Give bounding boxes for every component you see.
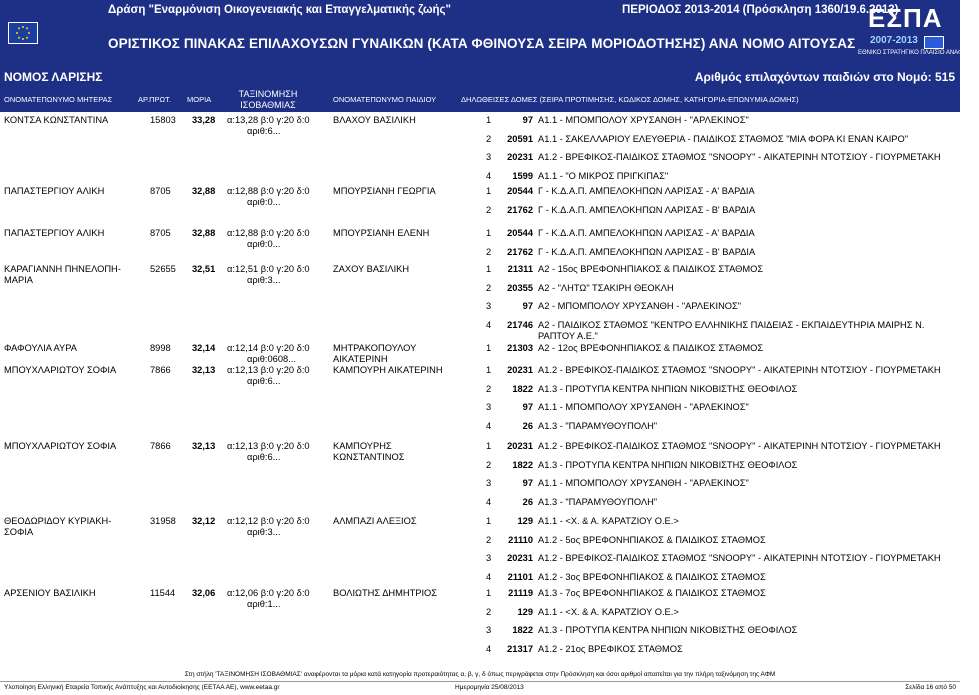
structure-code: 20544 [507,228,533,238]
structure-description: Α1.1 - ΜΠΟΜΠΟΛΟΥ ΧΡΥΣΑΝΘΗ - "ΑΡΛΕΚΙΝΟΣ" [538,478,749,488]
ranking-detail: αριθ:3... [247,275,281,285]
structure-code: 20231 [507,553,533,563]
child-name: ΜΠΟΥΡΣΙΑΝΗ ΕΛΕΝΗ [333,228,430,238]
structure-description: Α2 - 12ος ΒΡΕΦΟΝΗΠΙΑΚΟΣ & ΠΑΙΔΙΚΟΣ ΣΤΑΘΜΟΣ [538,343,764,353]
structure-description: Γ - Κ.Δ.Α.Π. ΑΜΠΕΛΟΚΗΠΩΝ ΛΑΡΙΣΑΣ - Α' ΒΑΡΔΙΑ [538,186,755,196]
preference-order: 1 [486,516,492,526]
structure-code: 21110 [508,534,533,545]
points-value: 32,14 [192,343,216,353]
points-value: 32,51 [192,264,216,274]
mother-name: ΚΑΡΑΓΙΑΝΝΗ ΠΗΝΕΛΟΠΗ- [4,264,121,274]
preference-order: 3 [486,402,492,412]
ranking-detail: α:12,12 β:0 γ:20 δ:0 [227,516,310,526]
preference-order: 2 [486,606,492,617]
structure-description: Α2 - ΠΑΙΔΙΚΟΣ ΣΤΑΘΜΟΣ "ΚΕΝΤΡΟ ΕΛΛΗΝΙΚΗΣ ΠΑΙΔΕΙΑΣ - ΕΚΠΑΙΔΕΥΤΗΡΙΑ ΜΑΙΡΗΣ Ν. ΡΑΠΤΟΥ Α.Ε." [538,319,925,341]
preference-order: 4 [486,571,492,582]
structure-code: 21762 [507,204,533,215]
mother-name: ΜΠΟΥΧΛΑΡΙΩΤΟΥ ΣΟΦΙΑ [4,441,117,451]
structure-description: Α2 - 15ος ΒΡΕΦΟΝΗΠΙΑΚΟΣ & ΠΑΙΔΙΚΟΣ ΣΤΑΘΜΟΣ [538,264,764,274]
protocol-number: 8705 [150,186,171,196]
ranking-detail: αριθ:6... [247,452,281,462]
preference-order: 2 [486,246,492,257]
structure-description: Α1.2 - ΒΡΕΦΙΚΟΣ-ΠΑΙΔΙΚΟΣ ΣΤΑΘΜΟΣ "SNOOPY" - ΑΙΚΑΤΕΡΙΝΗ ΝΤΟΤΣΙΟΥ - ΓΙΟΥΡΜΕΤΑΚΗ [538,441,941,451]
structure-code: 1822 [512,459,533,470]
structure-code: 20231 [507,441,533,451]
preference-order: 3 [486,152,492,162]
structure-description: Α1.3 - ΠΡΟΤΥΠΑ ΚΕΝΤΡΑ ΝΗΠΙΩΝ ΝΙΚΟΒΙΣΤΗΣ ΘΕΟΦΙΛΟΣ [538,383,798,394]
points-value: 32,12 [192,516,216,526]
child-name: ΚΑΜΠΟΥΡΗΣ [333,441,392,451]
preference-order: 4 [486,496,492,507]
ranking-detail: αριθ:0... [247,239,281,249]
ranking-detail: α:12,14 β:0 γ:20 δ:0 [227,343,310,353]
structure-code: 20355 [507,282,533,293]
structure-code: 129 [517,516,533,526]
eu-flag-icon [8,22,38,44]
espa-logo: ΕΣΠΑ 2007-2013 ΕΘΝΙΚΟ ΣΤΡΑΤΗΓΙΚΟ ΠΛΑΙΣΙΟ ΑΝΑΦΟΡΑΣ [858,3,979,56]
structure-code: 21317 [507,643,533,654]
child-name: ΖΑΧΟΥ ΒΑΣΙΛΙΚΗ [333,264,410,274]
structure-description: Α1.1 - ΣΑΚΕΛΛΑΡΙΟΥ ΕΛΕΥΘΕΡΙΑ - ΠΑΙΔΙΚΟΣ ΣΤΑΘΜΟΣ "ΜΙΑ ΦΟΡΑ ΚΙ ΕΝΑΝ ΚΑΙΡΟ" [538,133,909,144]
structure-description: Α1.2 - ΒΡΕΦΙΚΟΣ-ΠΑΙΔΙΚΟΣ ΣΤΑΘΜΟΣ "SNOOPY" - ΑΙΚΑΤΕΡΙΝΗ ΝΤΟΤΣΙΟΥ - ΓΙΟΥΡΜΕΤΑΚΗ [538,365,941,375]
child-name: ΜΗΤΡΑΚΟΠΟΥΛΟΥ [333,343,417,353]
preference-order: 4 [486,170,492,181]
ranking-detail: αριθ:0608... [247,354,296,364]
ranking-detail: αριθ:3... [247,527,281,537]
preference-order: 1 [486,588,492,598]
preference-order: 1 [486,441,492,451]
structure-code: 26 [522,420,533,431]
structure-description: Α1.2 - ΒΡΕΦΙΚΟΣ-ΠΑΙΔΙΚΟΣ ΣΤΑΘΜΟΣ "SNOOPY" - ΑΙΚΑΤΕΡΙΝΗ ΝΤΟΤΣΙΟΥ - ΓΙΟΥΡΜΕΤΑΚΗ [538,553,941,563]
structure-code: 20231 [507,152,533,162]
child-name: ΒΛΑΧΟΥ ΒΑΣΙΛΙΚΗ [333,115,416,125]
structure-description: Α2 - "ΛΗΤΩ" ΤΣΑΚΙΡΗ ΘΕΟΚΛΗ [538,282,674,293]
structure-description: Α2 - ΜΠΟΜΠΟΛΟΥ ΧΡΥΣΑΝΘΗ - "ΑΡΛΕΚΙΝΟΣ" [538,301,742,311]
structure-description: Α1.1 - <Χ. & Α. ΚΑΡΑΤΖΙΟΥ Ο.Ε.> [538,606,679,617]
mother-name: ΜΑΡΙΑ [4,275,33,285]
ranking-detail: αριθ:0... [247,197,281,207]
ranking-detail: α:12,88 β:0 γ:20 δ:0 [227,228,310,238]
ranking-detail: αριθ:6... [247,126,281,136]
structure-code: 97 [522,402,533,412]
prefecture-name: ΝΟΜΟΣ ΛΑΡΙΣΗΣ [4,70,103,84]
preference-order: 2 [486,534,492,545]
preference-order: 1 [486,343,492,353]
preference-order: 1 [486,186,492,196]
structure-code: 1822 [512,383,533,394]
structure-description: Α1.1 - <Χ. & Α. ΚΑΡΑΤΖΙΟΥ Ο.Ε.> [538,516,679,526]
ranking-detail: α:12,51 β:0 γ:20 δ:0 [227,264,310,274]
structure-description: Α1.1 - ΜΠΟΜΠΟΛΟΥ ΧΡΥΣΑΝΘΗ - "ΑΡΛΕΚΙΝΟΣ" [538,115,749,125]
structure-code: 97 [522,301,533,311]
structure-code: 21762 [507,246,533,257]
preference-order: 3 [486,553,492,563]
points-value: 32,13 [192,365,216,375]
footer-divider [0,681,960,682]
preference-order: 1 [486,228,492,238]
preference-order: 2 [486,133,492,144]
structure-description: Α1.3 - ΠΡΟΤΥΠΑ ΚΕΝΤΡΑ ΝΗΠΙΩΝ ΝΙΚΟΒΙΣΤΗΣ ΘΕΟΦΙΛΟΣ [538,459,798,470]
structure-code: 129 [517,606,533,617]
mother-name: ΦΑΦΟΥΛΙΑ ΑΥΡΑ [4,343,77,353]
points-value: 32,88 [192,186,216,196]
footer-page-number: Σελίδα 16 από 50 [905,684,956,691]
structure-code: 21311 [507,264,533,274]
points-value: 32,13 [192,441,216,451]
structure-description: Α1.2 - 21ος ΒΡΕΦΙΚΟΣ ΣΤΑΘΜΟΣ [538,643,683,654]
structure-description: Α1.2 - ΒΡΕΦΙΚΟΣ-ΠΑΙΔΙΚΟΣ ΣΤΑΘΜΟΣ "SNOOPY" - ΑΙΚΑΤΕΡΙΝΗ ΝΤΟΤΣΙΟΥ - ΓΙΟΥΡΜΕΤΑΚΗ [538,152,941,162]
ranking-detail: α:12,88 β:0 γ:20 δ:0 [227,186,310,196]
preference-order: 2 [486,282,492,293]
structure-code: 20591 [507,133,533,144]
footer-implementer: Υλοποίηση Ελληνική Εταιρεία Τοπικής Ανάπτυξης και Αυτοδιοίκησης (ΕΕΤΑΑ ΑΕ), www.eetaa.gr [4,684,280,691]
preference-order: 4 [486,319,492,330]
protocol-number: 31958 [150,516,176,526]
structure-description: Γ - Κ.Δ.Α.Π. ΑΜΠΕΛΟΚΗΠΩΝ ΛΑΡΙΣΑΣ - Α' ΒΑΡΔΙΑ [538,228,755,238]
prefecture-bar [0,68,960,86]
col-structures: ΔΗΛΩΘΕΙΣΕΣ ΔΟΜΕΣ (ΣΕΙΡΑ ΠΡΟΤΙΜΗΣΗΣ, ΚΩΔΙΚΟΣ ΔΟΜΗΣ, ΚΑΤΗΓΟΡΙΑ-ΕΠΩΝΥΜΙΑ ΔΟΜΗΣ) [461,95,799,104]
points-value: 32,88 [192,228,216,238]
mother-name: ΜΠΟΥΧΛΑΡΙΩΤΟΥ ΣΟΦΙΑ [4,365,117,375]
structure-code: 21303 [507,343,533,353]
ranking-detail: α:12,13 β:0 γ:20 δ:0 [227,365,310,375]
protocol-number: 11544 [150,588,176,598]
structure-code: 20231 [507,365,533,375]
children-count: Αριθμός επιλαχόντων παιδιών στο Νομό: 515 [694,70,955,84]
structure-code: 21746 [507,319,533,330]
protocol-number: 8998 [150,343,171,353]
structure-code: 97 [522,115,533,125]
protocol-number: 7866 [150,441,171,451]
header-banner [0,0,979,68]
preference-order: 3 [486,478,492,488]
preference-order: 2 [486,459,492,470]
ranking-detail: αριθ:6... [247,376,281,386]
col-child: ΟΝΟΜΑΤΕΠΩΝΥΜΟ ΠΑΙΔΙΟΥ [333,95,437,104]
preference-order: 1 [486,365,492,375]
col-mother: ΟΝΟΜΑΤΕΠΩΝΥΜΟ ΜΗΤΕΡΑΣ [4,95,113,104]
structure-code: 21119 [508,588,533,598]
period-label: ΠΕΡΙΟΔΟΣ 2013-2014 (Πρόσκληση 1360/19.6.2013) [622,4,899,16]
protocol-number: 15803 [150,115,176,125]
mother-name: ΠΑΠΑΣΤΕΡΓΙΟΥ ΑΛΙΚΗ [4,228,105,238]
mother-name: ΑΡΣΕΝΙΟΥ ΒΑΣΙΛΙΚΗ [4,588,96,598]
structure-description: Α1.3 - 7ος ΒΡΕΦΟΝΗΠΙΑΚΟΣ & ΠΑΙΔΙΚΟΣ ΣΤΑΘΜΟΣ [538,588,766,598]
structure-code: 20544 [507,186,533,196]
child-name: ΚΩΝΣΤΑΝΤΙΝΟΣ [333,452,405,462]
structure-description: Α1.3 - "ΠΑΡΑΜΥΘΟΥΠΟΛΗ" [538,420,658,431]
child-name: ΑΛΜΠΑΖΙ ΑΛΕΞΙΟΣ [333,516,417,526]
points-value: 33,28 [192,115,216,125]
structure-code: 1822 [512,625,533,635]
structure-description: Α1.1 - "Ο ΜΙΚΡΟΣ ΠΡΙΓΚΙΠΑΣ" [538,170,669,181]
preference-order: 4 [486,420,492,431]
structure-code: 97 [522,478,533,488]
preference-order: 3 [486,625,492,635]
preference-order: 2 [486,204,492,215]
mother-name: ΘΕΟΔΩΡΙΔΟΥ ΚΥΡΙΑΚΗ- [4,516,112,526]
col-points: ΜΟΡΙΑ [187,95,212,104]
structure-description: Α1.2 - 5ος ΒΡΕΦΟΝΗΠΙΑΚΟΣ & ΠΑΙΔΙΚΟΣ ΣΤΑΘΜΟΣ [538,534,766,545]
child-name: ΑΙΚΑΤΕΡΙΝΗ [333,354,388,364]
points-value: 32,06 [192,588,216,598]
column-headers [0,86,960,112]
ranking-detail: αριθ:1... [247,599,281,609]
structure-description: Α1.3 - ΠΡΟΤΥΠΑ ΚΕΝΤΡΑ ΝΗΠΙΩΝ ΝΙΚΟΒΙΣΤΗΣ ΘΕΟΦΙΛΟΣ [538,625,798,635]
protocol-number: 7866 [150,365,171,375]
protocol-number: 52655 [150,264,176,274]
structure-code: 1599 [512,170,533,181]
structure-description: Α1.2 - 3ος ΒΡΕΦΟΝΗΠΙΑΚΟΣ & ΠΑΙΔΙΚΟΣ ΣΤΑΘΜΟΣ [538,571,766,582]
col-ranking: ΤΑΞΙΝΟΜΗΣΗ ΙΣΟΒΑΘΜΙΑΣ [238,89,298,110]
preference-order: 4 [486,643,492,654]
child-name: ΜΠΟΥΡΣΙΑΝΗ ΓΕΩΡΓΙΑ [333,186,436,196]
preference-order: 1 [486,264,492,274]
structure-description: Γ - Κ.Δ.Α.Π. ΑΜΠΕΛΟΚΗΠΩΝ ΛΑΡΙΣΑΣ - Β' ΒΑΡΔΙΑ [538,204,756,215]
child-name: ΒΟΛΙΩΤΗΣ ΔΗΜΗΤΡΙΟΣ [333,588,438,598]
page-title: ΟΡΙΣΤΙΚΟΣ ΠΙΝΑΚΑΣ ΕΠΙΛΑΧΟΥΣΩΝ ΓΥΝΑΙΚΩΝ (ΚΑΤΑ ΦΘΙΝΟΥΣΑ ΣΕΙΡΑ ΜΟΡΙΟΔΟΤΗΣΗΣ) ΑΝΑ ΝΟΜΟ ΑΙΤΟΥΣΑΣ [108,36,856,51]
preference-order: 2 [486,383,492,394]
preference-order: 3 [486,301,492,311]
child-name: ΚΑΜΠΟΥΡΗ ΑΙΚΑΤΕΡΙΝΗ [333,365,443,375]
mother-name: ΣΟΦΙΑ [4,527,34,537]
ranking-detail: α:12,13 β:0 γ:20 δ:0 [227,441,310,451]
ranking-detail: α:13,28 β:0 γ:20 δ:0 [227,115,310,125]
footer-note: Στη στήλη 'ΤΑΞΙΝΟΜΗΣΗ ΙΣΟΒΑΘΜΙΑΣ' αναφέρονται τα μόρια κατά κατηγορία προτεραιότητας α, β, γ, δ όπως περιγράφεται στην Πρόσκληση και όσοι αριθμοί απαιτείται για την πλήρη ταξινόμηση της ΑΦΜ [184,671,776,678]
structure-description: Α1.1 - ΜΠΟΜΠΟΛΟΥ ΧΡΥΣΑΝΘΗ - "ΑΡΛΕΚΙΝΟΣ" [538,402,749,412]
footer-date: Ημερομηνία 25/08/2013 [455,684,524,691]
structure-code: 21101 [507,571,533,582]
mother-name: ΠΑΠΑΣΤΕΡΓΙΟΥ ΑΛΙΚΗ [4,186,105,196]
col-protocol: ΑΡ.ΠΡΩΤ. [138,95,171,104]
greek-flag-icon [924,36,944,49]
program-name: Δράση "Εναρμόνιση Οικογενειακής και Επαγγελματικής ζωής" [108,4,451,16]
ranking-detail: α:12,06 β:0 γ:20 δ:0 [227,588,310,598]
structure-description: Γ - Κ.Δ.Α.Π. ΑΜΠΕΛΟΚΗΠΩΝ ΛΑΡΙΣΑΣ - Β' ΒΑΡΔΙΑ [538,246,756,257]
structure-description: Α1.3 - "ΠΑΡΑΜΥΘΟΥΠΟΛΗ" [538,496,658,507]
protocol-number: 8705 [150,228,171,238]
preference-order: 1 [486,115,492,125]
mother-name: ΚΟΝΤΣΑ ΚΩΝΣΤΑΝΤΙΝΑ [4,115,109,125]
structure-code: 26 [522,496,533,507]
